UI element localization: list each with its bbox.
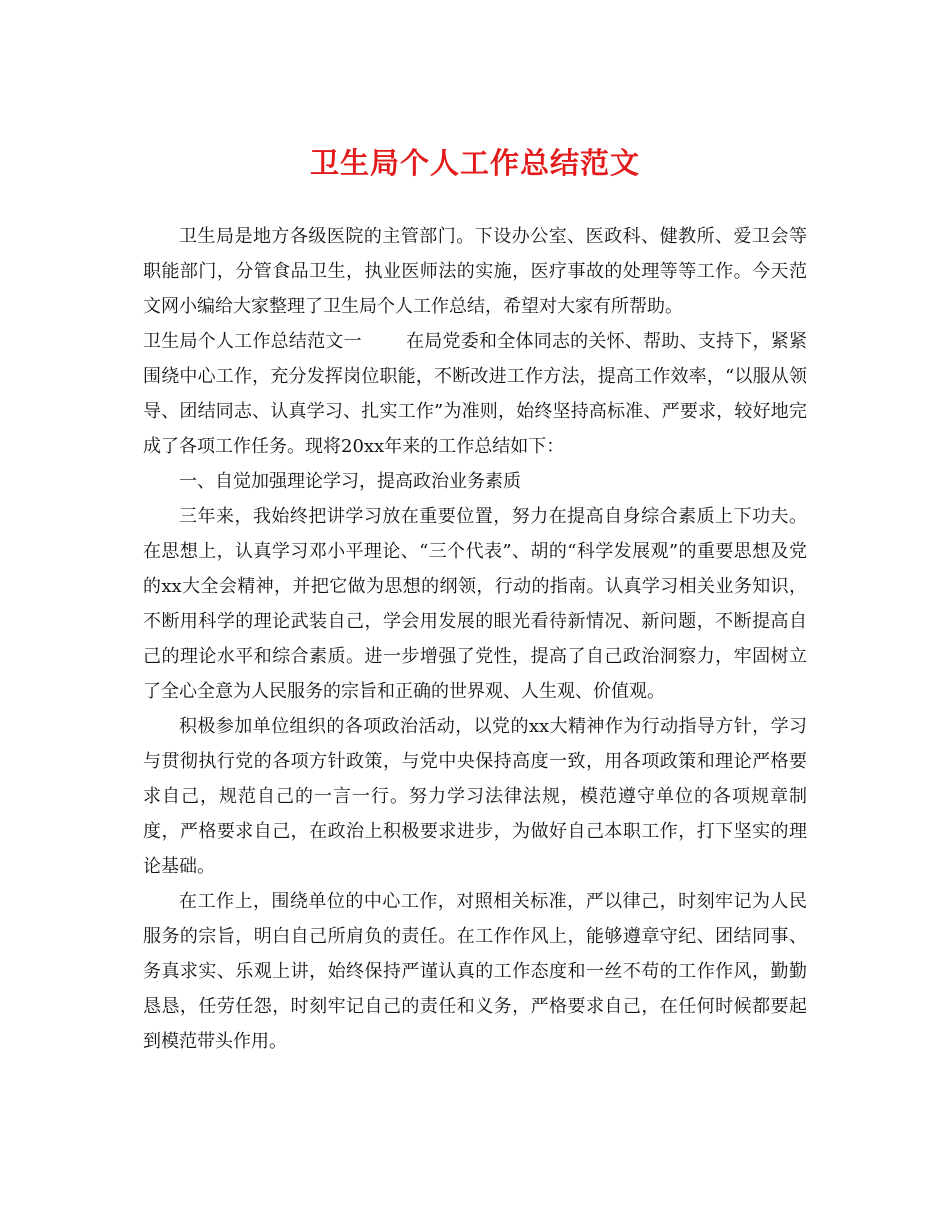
work-paragraph: 在工作上，围绕单位的中心工作，对照相关标准，严以律己，时刻牢记为人民服务的宗旨，明白自己所肩负的责任。在工作作风上，能够遵章守纪、团结同事、务真求实、乐观上讲，始终保持严谨认真的工作态度和一丝不苟的工作作风，勤勤恳恳，任劳任怨，时刻牢记自己的责任和义务，严格要求自己，在任何时候都要起到模范带头作用。 xyxy=(143,891,807,1052)
document-title: 卫生局个人工作总结范文 xyxy=(309,146,640,180)
section-one-lead: 在局党委和全体同志的关怀、帮助、支持下，紧紧围绕中心工作，充分发挥岗位职能，不断改进工作方法，提高工作效率，“以服从领导、团结同志、认真学习、扎实工作”为准则，始终坚持高标准、严要求，较好地完成了各项工作任务。现将20xx年来的工作总结如下： xyxy=(143,331,808,457)
study-paragraph: 三年来，我始终把讲学习放在重要位置，努力在提高自身综合素质上下功夫。在思想上，认真学习邓小平理论、“三个代表”、胡的“科学发展观”的重要思想及党的xx大全会精神，并把它做为思想的纲领，行动的指南。认真学习相关业务知识，不断用科学的理论武装自己，学会用发展的眼光看待新情况、新问题，不断提高自己的理论水平和综合素质。进一步增强了党性，提高了自己政治洞察力，牢固树立了全心全意为人民服务的宗旨和正确的世界观、人生观、价值观。 xyxy=(143,506,807,702)
document-body xyxy=(143,219,807,1059)
political-activity-paragraph: 积极参加单位组织的各项政治活动，以党的xx大精神作为行动指导方针，学习与贯彻执行党的各项方针政策，与党中央保持高度一致，用各项政策和理论严格要求自己，规范自己的一言一行。努力学习法律法规，模范遵守单位的各项规章制度，严格要求自己，在政治上积极要求进步，为做好自己本职工作，打下坚实的理论基础。 xyxy=(143,716,807,877)
section-one-paragraph xyxy=(143,324,807,464)
section-heading: 一、自觉加强理论学习，提高政治业务素质 xyxy=(179,471,521,492)
section-one-label: 卫生局个人工作总结范文一 xyxy=(143,331,362,352)
intro-paragraph: 卫生局是地方各级医院的主管部门。下设办公室、医政科、健教所、爱卫会等职能部门，分管食品卫生，执业医师法的实施，医疗事故的处理等等工作。今天范文网小编给大家整理了卫生局个人工作总结，希望对大家有所帮助。 xyxy=(143,226,807,317)
